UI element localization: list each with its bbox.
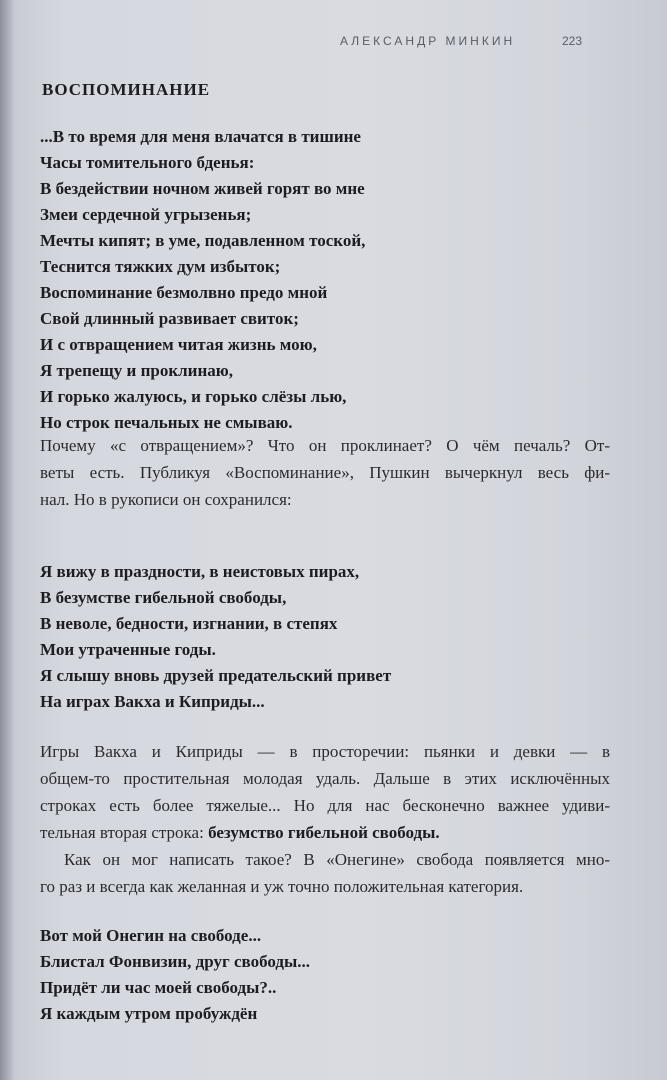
verse-line: Змеи сердечной угрызенья; (40, 205, 252, 224)
book-spine-shadow (0, 0, 14, 1080)
prose-line: строках есть более тяжелые... Но для нас бесконечно важнее удиви- (40, 796, 610, 815)
paragraph-2 (40, 738, 610, 900)
verse-line: На играх Вакха и Киприды... (40, 692, 265, 711)
verse-line: Я слышу вновь друзей предательский привет (40, 666, 392, 685)
verse-line: В безумстве гибельной свободы, (40, 588, 287, 607)
prose-line: го раз и всегда как желанная и уж точно положительная категория. (40, 877, 524, 896)
running-head-author: АЛЕКСАНДР МИНКИН (340, 34, 516, 48)
prose-line-prefix: тельная вторая строка: (40, 823, 209, 842)
verse-line: Часы томительного бденья: (40, 153, 255, 172)
poem-stanza-2 (40, 559, 391, 715)
verse-line: Свой длинный развивает свиток; (40, 309, 299, 328)
prose-line: Игры Вакха и Киприды — в просторечии: пьянки и девки — в (40, 742, 610, 761)
paragraph-1 (40, 432, 610, 513)
quote-line: Вот мой Онегин на свободе... (40, 926, 262, 945)
verse-line: Теснится тяжких дум избыток; (40, 257, 281, 276)
page-number: 223 (562, 34, 583, 48)
prose-line: Как он мог написать такое? В «Онегине» свобода появляется мно- (64, 850, 610, 869)
quote-line: Я каждым утром пробуждён (40, 1004, 258, 1023)
verse-line: Мечты кипят; в уме, подавленном тоской, (40, 231, 366, 250)
prose-line: общем-то простительная молодая удаль. Дальше в этих исключённых (40, 769, 610, 788)
verse-line: Я трепещу и проклинаю, (40, 361, 233, 380)
prose-line-emphasis: безумство гибельной свободы. (208, 823, 440, 842)
verse-line: И горько жалуюсь, и горько слёзы лью, (40, 387, 347, 406)
verse-line: В неволе, бедности, изгнании, в степях (40, 614, 338, 633)
poem-stanza-1 (40, 124, 365, 436)
prose-line: веты есть. Публикуя «Воспоминание», Пушкин вычеркнул весь фи- (40, 463, 610, 482)
prose-line-mixed (40, 819, 610, 846)
verse-line: Я вижу в праздности, в неистовых пирах, (40, 562, 360, 581)
verse-line: ...В то время для меня влачатся в тишине (40, 127, 361, 146)
prose-line: нал. Но в рукописи он сохранился: (40, 490, 292, 509)
quote-line: Блистал Фонвизин, друг свободы... (40, 952, 310, 971)
quoted-verses (40, 923, 310, 1027)
prose-line: Почему «с отвращением»? Что он проклинает? О чём печаль? От- (40, 436, 610, 455)
verse-line: В бездействии ночном живей горят во мне (40, 179, 365, 198)
verse-line: Но строк печальных не смываю. (40, 413, 293, 432)
verse-line: Мои утраченные годы. (40, 640, 216, 659)
verse-line: Воспоминание безмолвно предо мной (40, 283, 328, 302)
quote-line: Придёт ли час моей свободы?.. (40, 978, 277, 997)
poem-title: ВОСПОМИНАНИЕ (42, 80, 211, 99)
verse-line: И с отвращением читая жизнь мою, (40, 335, 317, 354)
